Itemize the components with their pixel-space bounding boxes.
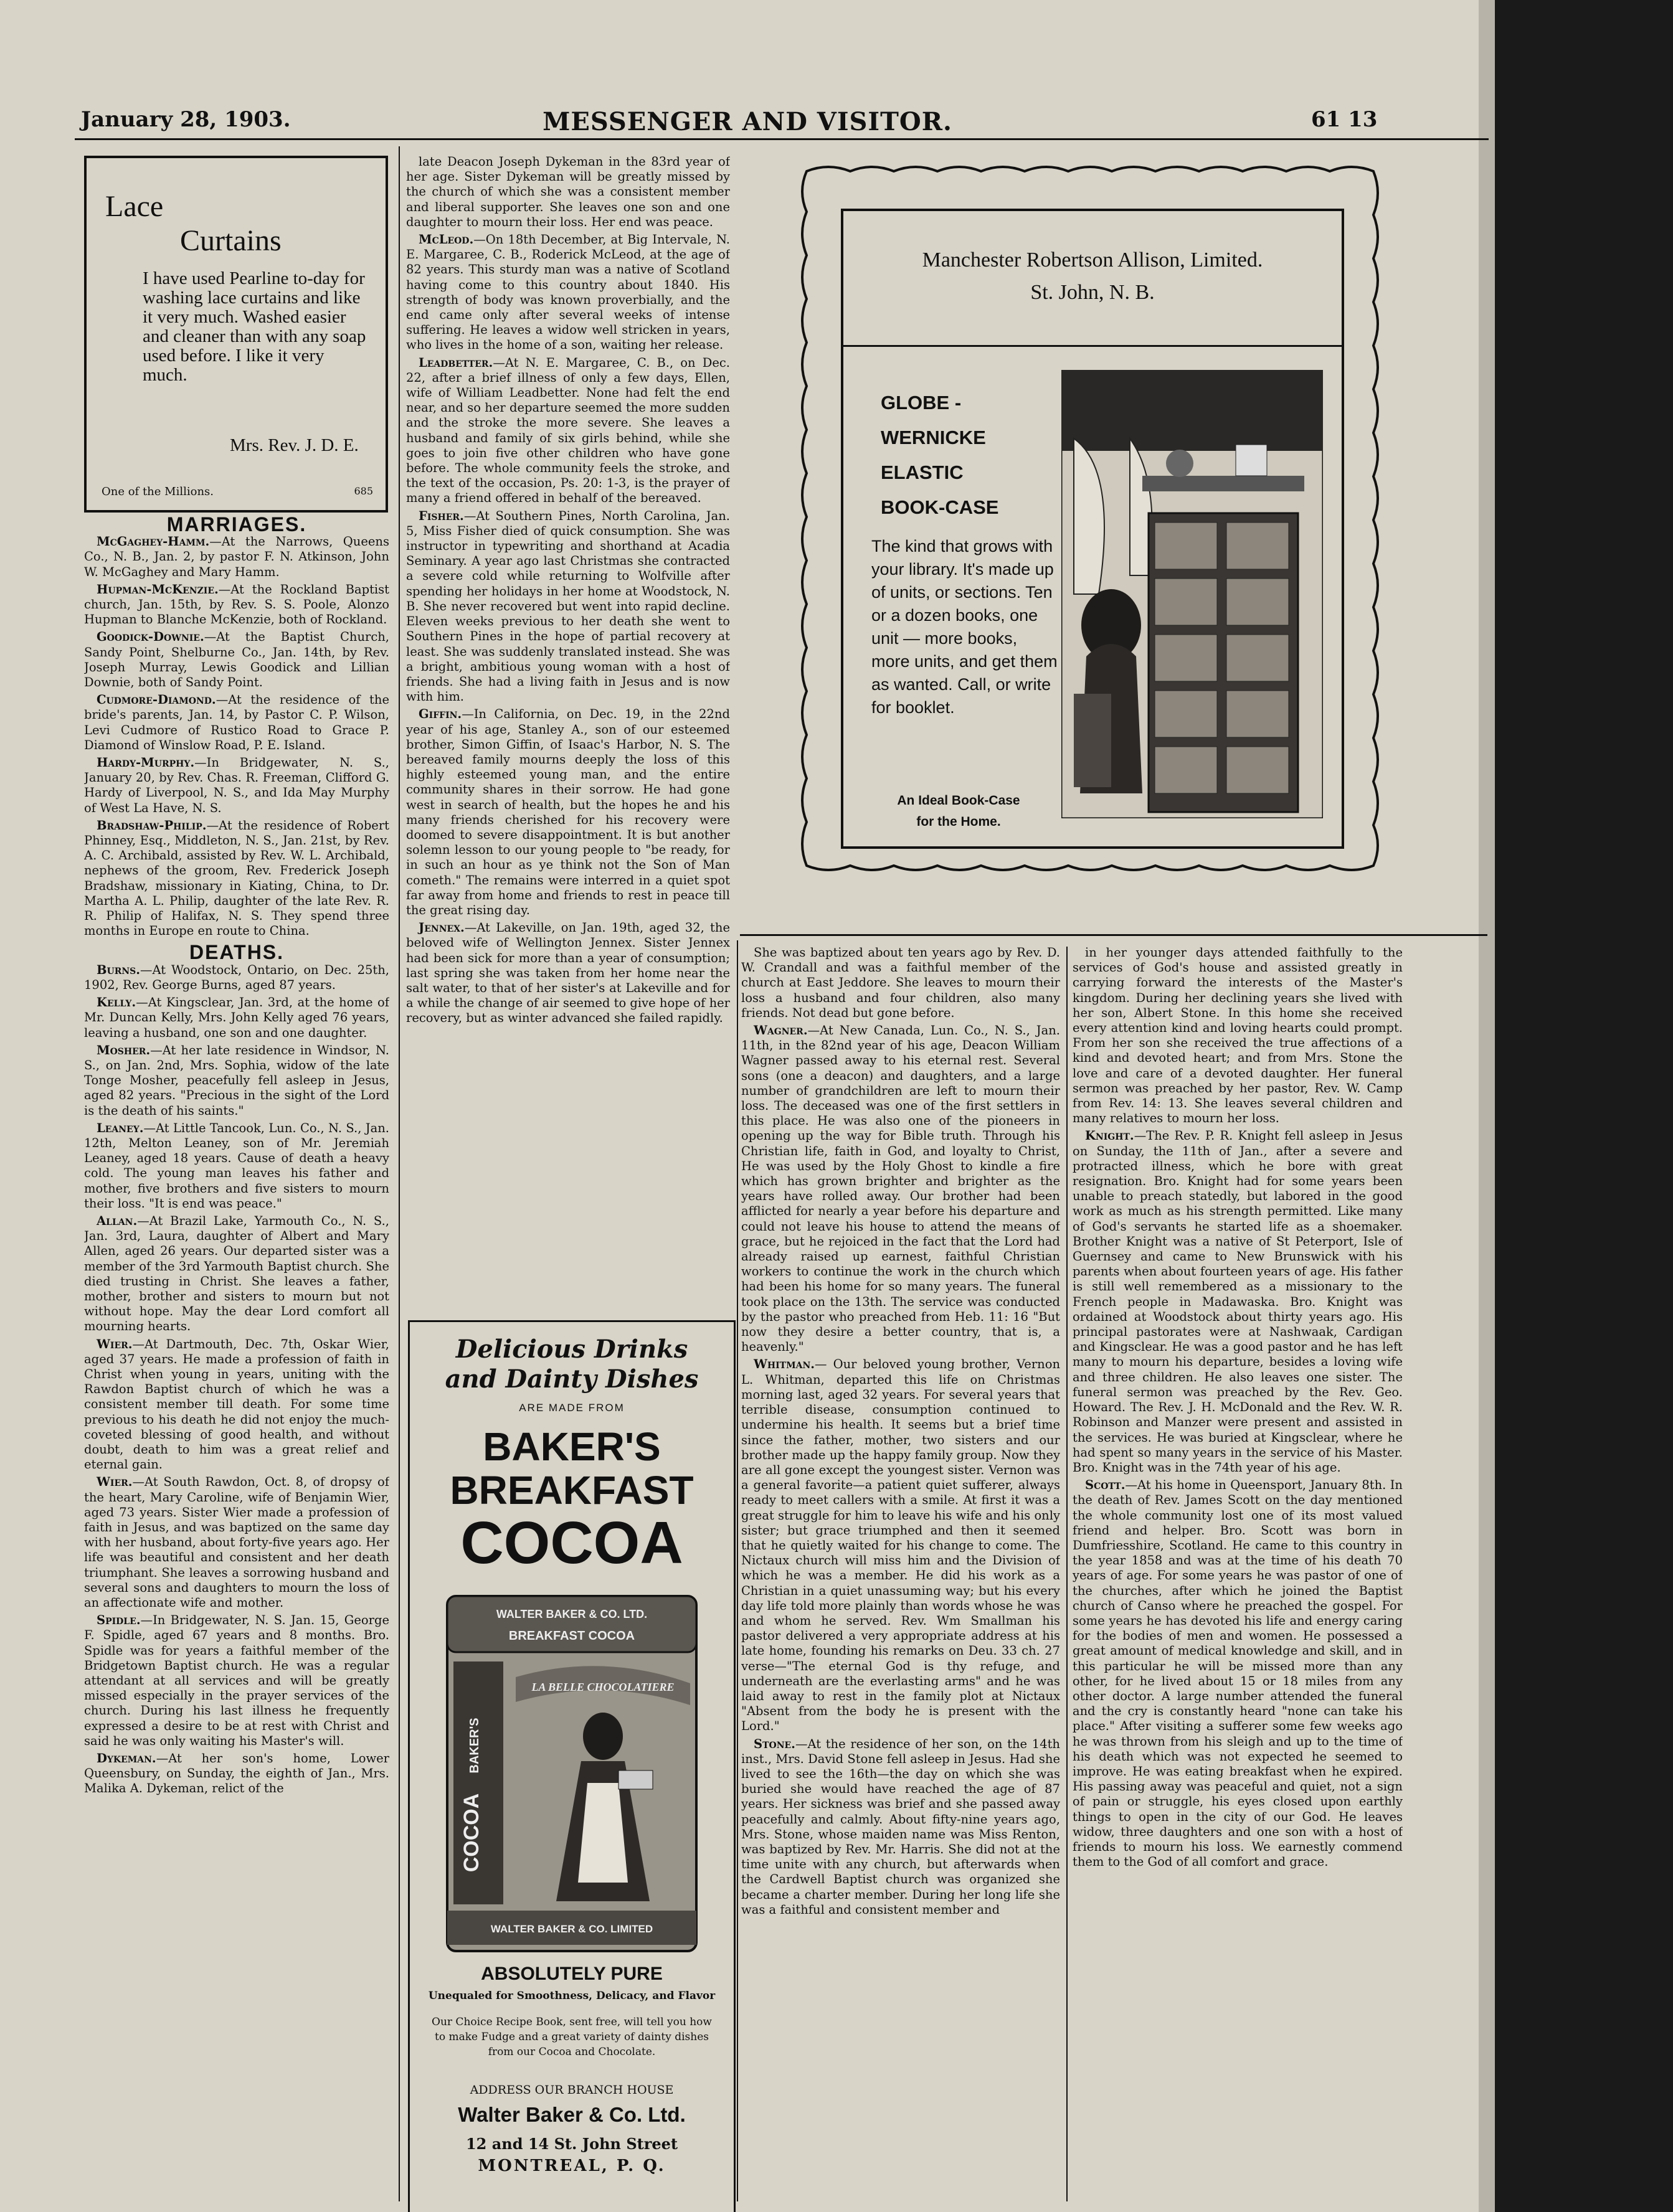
notice-name: Wagner. (754, 1023, 808, 1038)
notice-name: Mosher. (97, 1042, 151, 1057)
notice-text: —In Bridgewater, N. S., January 20, by Rev. Chas. R. Freeman, Clifford G. Hardy of Liverpool, N. S., and Ida May Murphy of West La Have, N. S. (84, 755, 389, 815)
notice-name: Allan. (97, 1213, 138, 1228)
notice-text: —At Kingsclear, Jan. 3rd, at the home of Mr. Duncan Kelly, Mrs. John Kelly aged 76 years, leaving a husband, one son and one daughter. (84, 995, 389, 1040)
tin-banner: LA BELLE CHOCOLATIERE (531, 1681, 675, 1693)
notice-entry (1073, 945, 1403, 1126)
notice-name: Leaney. (97, 1120, 144, 1135)
notice-name: Stone. (754, 1736, 795, 1751)
ad-testimonial: I have used Pearline to-day for washing lace curtains and like it very much. Washed easier and cleaner than with any soap used before. I like it very much. (143, 268, 366, 385)
notice-text: —At the Narrows, Queens Co., N. B., Jan. 2, by pastor F. N. Atkinson, John W. McGaghey and Mary Hamm. (84, 534, 389, 579)
brand-line: BAKER'S (483, 1424, 661, 1469)
notice-entry (84, 630, 389, 690)
notice-name: Scott. (1085, 1478, 1126, 1493)
marriages-heading: MARRIAGES. (166, 517, 307, 536)
notice-text: in her younger days attended faithfully to the services of God's house and assisted greatly in carrying forward the interests of the Master's kingdom. During her declining years she lived with her son, Albert Stone. In this home she received every attention kind and loving hearts could prompt. From her son she received the true affections of a kind and devoted heart; and from Mrs. Stone the love and care of a devoted daughter. Her funeral sermon was preached by her pastor, Rev. W. Camp from Rev. 14: 13. She leaves several children and many relatives to mourn her loss. (1073, 945, 1403, 1126)
notice-entry (406, 509, 730, 705)
deaths-list (741, 945, 1060, 1917)
notice-text: —At his home in Queensport, January 8th. In the death of Rev. James Scott on the day mentioned the whole community lost one of its most valued friend and helper. Bro. Scott was born in Dumfriesshire, Scotland. He came to this country in the year 1858 and was at the time of his death 70 years of age. For some years he was pastor of one of the churches, after which he joined the Baptist church of Canso where he preached the gospel. For some years he has devoted his life and energy caring for the bodies of men and women. He possessed a great amount of medical knowledge and skill, and in this particular he will be missed more than any other, for he lived about 15 or 18 miles from any other doctor. A large number attended the funeral and the cry is constantly heard "none can take his place." After visiting a sufferer some few weeks ago he was thrown from his sleigh and up to the time of his death which was not expected he seemed to improve. He was eating breakfast when he expired. His passing away was peaceful and quiet, not a sign of pain or struggle, his eyes closed upon earthly things to open in the city of our God. He leaves widow, three daughters and one son with a host of friends to mourn his loss. We earnestly commend them to the God of all comfort and grace. (1073, 1478, 1403, 1869)
notice-entry (406, 232, 730, 353)
notice-text: —At her son's home, Lower Queensbury, on Sunday, the eighth of Jan., Mrs. Malika A. Dykeman, relict of the (84, 1751, 389, 1796)
notice-text: —At Dartmouth, Dec. 7th, Oskar Wier, aged 37 years. He made a profession of faith in Christ when young in years, uniting with the Rawdon Baptist church of which he was a consistent member till death. For some time previous to his death he did not enjoy the much-coveted blessing of good health, and without doubt, death to him was a great relief and eternal gain. (84, 1336, 389, 1472)
product-line: BOOK-CASE (881, 496, 999, 518)
header-rule (75, 138, 1489, 140)
notice-name: McLeod. (419, 232, 474, 247)
notice-name: Kelly. (97, 995, 136, 1010)
deaths-heading: DEATHS. (189, 941, 285, 964)
notice-entry (84, 755, 389, 816)
address-label: ADDRESS OUR BRANCH HOUSE (470, 2083, 674, 2097)
notice-text: —At Woodstock, Ontario, on Dec. 25th, 1902, Rev. George Burns, aged 87 years. (84, 962, 389, 992)
tagline-line: and Dainty Dishes (445, 1364, 699, 1394)
notice-entry (84, 1613, 389, 1749)
notice-text: —At N. E. Margaree, C. B., on Dec. 22, after a brief illness of only a few days, Ellen, wife of William Leadbetter. None had felt the end near, and so her departure seemed the more sudden and the stroke the more severe. She leaves a husband and family of six girls behind, while she goes to join five other children who have gone before. The whole community feels the stroke, and the text of the occasion, Ps. 20: 1-3, is the prayer of many a friend offered in behalf of the bereaved. (406, 355, 730, 506)
ad-description: The kind that grows with your library. It's made up of units, or sections. Ten or a dozen books, one unit — more books, more units, and get them as wanted. Call, or write for booklet. (871, 537, 1058, 717)
ad-number: 685 (354, 485, 373, 497)
notice-text: — Our beloved young brother, Vernon L. Whitman, departed this life on Christmas morning last, aged 32 years. For several years that terrible disease, consumption continued to undermine his health. It seems but a brief time since the father, mother, two sisters and our brother made up the happy family group. Now they are all gone except the youngest sister. Vernon was a general favorite—a patient quiet sufferer, always ready to meet callers with a smile. At first it was a great struggle for him to leave his wife and his only sister; but grace triumphed and then it seemed that he quietly waited for his change to come. The Nictaux church will miss him and the Division of which he was a member. He did his work as a Christian in a quiet unassuming way; but his every day life told more plainly than words whose he was and whom he served. Rev. Wm Smallman his pastor delivered a very appropriate address at his late home, founding his remarks on Deu. 33 ch. 27 verse—"The eternal God is thy refuge, and underneath are the everlasting arms" and he was laid away to rest in the family plot at Nictaux "Absent from the body he is present with the Lord." (741, 1357, 1060, 1734)
notice-name: Wier. (97, 1475, 133, 1490)
notice-text: late Deacon Joseph Dykeman in the 83rd year of her age. Sister Dykeman will be greatly missed by the church of which she was a consistent member and liberal supporter. She leaves one son and one daughter to mourn their loss. Her end was peace. (406, 154, 730, 229)
notice-name: Hupman-McKenzie. (97, 582, 219, 597)
notice-text: —At the Baptist Church, Sandy Point, Shelburne Co., Jan. 14th, by Rev. Joseph Murray, Lewis Goodick and Lillian Downie, both of Sandy Point. (84, 630, 389, 690)
bookcase-illustration (1061, 370, 1323, 818)
notice-entry (406, 154, 730, 230)
caption-line: An Ideal Book-Case (897, 793, 1020, 808)
notice-entry (406, 707, 730, 918)
tin-label: BREAKFAST COCOA (508, 1629, 635, 1643)
caption-line: for the Home. (916, 815, 1001, 829)
notice-entry (1073, 1128, 1403, 1475)
notice-name: Spidle. (97, 1613, 141, 1628)
notice-entry (741, 1737, 1060, 1917)
unequaled-tagline: Unequaled for Smoothness, Delicacy, and Flavor (428, 1990, 716, 2002)
notice-entry (1073, 1478, 1403, 1869)
masthead-title: MESSENGER AND VISITOR. (543, 107, 952, 136)
ad-company: Manchester Robertson Allison, Limited. (922, 248, 1263, 272)
notice-text: —At South Rawdon, Oct. 8, of dropsy of the heart, Mary Caroline, wife of Benjamin Wier, aged 73 years. Sister Wier made a profession of faith in Jesus, and was baptized on the same day with her husband, about forty-five years ago. Her life was beautiful and consistent and her death triumphant. She leaves a sorrowing husband and several sons and daughters to mourn the loss of an affectionate wife and mother. (84, 1475, 389, 1610)
page-number: 61 13 (1311, 107, 1378, 132)
marriages-list (84, 534, 389, 938)
page-edge (1479, 0, 1495, 2212)
notice-name: Knight. (1085, 1128, 1134, 1143)
city-address: MONTREAL, P. Q. (478, 2157, 666, 2175)
section-rule (740, 934, 1487, 936)
notice-entry (84, 1214, 389, 1335)
made-from-label: ARE MADE FROM (519, 1402, 625, 1414)
column-3 (741, 945, 1060, 2203)
notice-text: —At the Rockland Baptist church, Jan. 15th, by Rev. S. S. Poole, Alonzo Hupman to Blanche McKenzie, both of Rockland. (84, 582, 389, 627)
company-name: Walter Baker & Co. Ltd. (458, 2103, 686, 2126)
notice-entry (84, 1337, 389, 1473)
issue-date: January 28, 1903. (81, 107, 291, 132)
notice-name: McGaghey-Hamm. (97, 534, 210, 549)
ad-inner-frame (841, 209, 1344, 849)
tagline-line: Delicious Drinks (455, 1335, 688, 1364)
ad-city: St. John, N. B. (1030, 281, 1155, 304)
notice-name: Goodick-Downie. (97, 630, 204, 645)
notice-text: —At Southern Pines, North Carolina, Jan. 5, Miss Fisher died of quick consumption. She was instructor in typewriting and shorthand at Acadia Seminary. A year ago last Christmas she contracted a severe cold while returning to Wolfville after spending her holidays in her home at Woodstock, N. B. She never recovered but went into rapid decline. Eleven weeks previous to her death she went to Southern Pines in the hope of partial recovery at least. She was suddenly translated instead. She was a bright, ambitious young woman with a host of friends. She had a living faith in Jesus and is now with him. (406, 508, 730, 704)
pearline-advertisement (84, 156, 388, 513)
notice-entry (84, 995, 389, 1041)
notice-name: Bradshaw-Philip. (97, 818, 207, 833)
product-name: COCOA (460, 1510, 683, 1576)
notice-name: Leadbetter. (419, 355, 493, 370)
notice-name: Cudmore-Diamond. (97, 692, 216, 707)
notice-name: Whitman. (754, 1357, 815, 1372)
notice-entry (84, 818, 389, 939)
absolutely-pure: ABSOLUTELY PURE (481, 1964, 663, 1984)
notice-entry (84, 1121, 389, 1211)
tin-side-brand: BAKER'S (468, 1718, 481, 1774)
notice-entry (84, 1475, 389, 1610)
ad-title-curtains: Curtains (180, 224, 282, 257)
notice-name: Fisher. (419, 508, 464, 523)
notice-entry (741, 1023, 1060, 1354)
brand-name (410, 1425, 734, 1512)
notice-text: —At Brazil Lake, Yarmouth Co., N. S., Jan. 3rd, Laura, daughter of Albert and Mary Allen, aged 26 years. Our departed sister was a member of the 3rd Yarmouth Baptist church. She died trusting in Christ. She leaves a father, mother, brother and sisters to mourn but not without hope. May the dear Lord comfort all mourning hearts. (84, 1213, 389, 1334)
deaths-list (84, 963, 389, 1797)
notice-text: —At Little Tancook, Lun. Co., N. S., Jan. 12th, Melton Leaney, son of Mr. Jeremiah Leaney, aged 18 years. Cause of death a heavy cold. The young man leaves his father and mother, five brothers and five sisters to mourn their loss. "It is end was peace." (84, 1120, 389, 1211)
notice-name: Burns. (97, 962, 141, 977)
notice-entry (84, 692, 389, 753)
brand-line: BREAKFAST (450, 1468, 694, 1513)
notice-text: —The Rev. P. R. Knight fell asleep in Jesus on Sunday, the 11th of Jan., after a severe and protracted illness, which he bore with great resignation. Bro. Knight had for some years been unable to preach statedly, but labored in the good work as much as his strength permitted. Like many of God's servants he started life as a shoemaker. Brother Knight was a native of St Peterport, Isle of Guernsey and came to New Brunswick with his parents when about fourteen years of age. His father is still well remembered as a missionary to the French people in Madawaska. Bro. Knight was ordained at Woodstock about thirty years ago. His principal pastorates were at Nashwaak, Cardigan and Kingsclear. He was a good pastor and he has left many to mourn his departure, besides a loving wife and three children. He also leaves one sister. The funeral sermon was preached by the Rev. Geo. Howard. The Rev. J. H. McDonald and the Rev. W. R. Robinson and Manzer were present and assisted in the services. He was buried at Kingsclear, where he had spent so many years in the service of his Master. Bro. Knight was in the 74th year of his age. (1073, 1128, 1403, 1475)
notice-entry (84, 1043, 389, 1118)
cocoa-tin-illustration (441, 1584, 703, 1957)
ad-caption (871, 790, 1046, 833)
notice-text: —In Bridgewater, N. S. Jan. 15, George F. Spidle, aged 67 years and 8 months. Bro. Spidle was for years a faithful member of the Bridgetown Baptist church. He was a regular attendant at all services and will be greatly missed especially in the prayer services of the church. During his last illness he frequently expressed a desire to be at rest with Christ and said he was only waiting his Master's will. (84, 1613, 389, 1748)
product-line: WERNICKE (881, 427, 986, 448)
notice-entry (84, 534, 389, 580)
tin-maker: WALTER BAKER & CO. LTD. (496, 1608, 648, 1620)
recipe-offer: Our Choice Recipe Book, sent free, will tell you how to make Fudge and a great variety of dainty dishes from our Cocoa and Chocolate. (432, 2016, 712, 2058)
notice-text: —At her late residence in Windsor, N. S., on Jan. 2nd, Mrs. Sophia, widow of the late Tonge Mosher, peacefully fell asleep in Jesus, aged 82 years. "Precious in the sight of the Lord is the death of his saints." (84, 1042, 389, 1118)
deaths-list (1073, 945, 1403, 1869)
notice-entry (741, 945, 1060, 1021)
ad-signature: Mrs. Rev. J. D. E. (230, 435, 359, 455)
column-divider (737, 940, 738, 2201)
tin-side-product: COCOA (460, 1793, 483, 1873)
column-1 (84, 517, 389, 2201)
notice-text: —On 18th December, at Big Intervale, N. E. Margaree, C. B., Roderick McLeod, at the age of 82 years. This sturdy man was a native of Scotland having come to this country about 1840. His strength of body was known proverbially, and the end came only after several weeks of intense suffering. He leaves a widow well stricken in years, who lives in the home of a son, waiting her release. (406, 232, 730, 352)
tin-maker-bottom: WALTER BAKER & CO. LIMITED (490, 1923, 653, 1935)
notice-text: She was baptized about ten years ago by Rev. D. W. Crandall and was a faithful member of the church at East Jeddore. She leaves to mourn their loss a husband and four children, also many friends. Not dead but gone before. (741, 945, 1060, 1020)
notice-name: Wier. (97, 1336, 133, 1351)
deaths-list (406, 154, 730, 1026)
notice-text: —In California, on Dec. 19, in the 22nd year of his age, Stanley A., son of our esteemed brother, Simon Giffin, of Isaac's Harbor, N. S. The bereaved family mourns deeply the loss of this highly esteemed young man, and the entire community shares in their sorrow. He had gone west in search of health, but the hopes he and his many friends cherished for his recovery were doomed to severe disappointment. It is but another solemn lesson to our young people to "be ready, for in such an hour as ye think not the Son of Man cometh." The remains were interred in a quiet spot far away from home and friends to rest in peace till the great rising day. (406, 707, 730, 917)
notice-text: —At the residence of Robert Phinney, Esq., Middleton, N. S., Jan. 21st, by Rev. A. C. Archibald, assisted by Rev. W. L. Archibald, nephews of the groom, Rev. Frederick Joseph Bradshaw, missionary in Kiating, China, to Dr. Martha A. L. Philip, daughter of the late Rev. R. R. Philip of Halifax, N. S. They spend three months in Europe en route to China. (84, 818, 389, 938)
product-line: GLOBE - (881, 392, 962, 414)
column-2 (406, 154, 730, 1307)
ad-title-lace: Lace (105, 190, 164, 223)
notice-name: Giffin. (419, 707, 462, 722)
notice-text: —At the residence of her son, on the 14th inst., Mrs. David Stone fell asleep in Jesus. Had she lived to see the 16th—the day on which she was buried she would have reached the age of 87 years. Her sickness was brief and she passed away peacefully and calmly. About fifty-nine years ago, Mrs. Stone, whose maiden name was Miss Renton, was baptized by Rev. Mr. Harris. She did not at the time unite with any church, but afterwards when the Cardwell Baptist church was organized she became a charter member. During her long life she was a faithful and consistent member and (741, 1736, 1060, 1917)
notice-text: —At the residence of the bride's parents, Jan. 14, by Pastor C. P. Wilson, Levi Cudmore of Rustico Road to Grace P. Diamond of Winslow Road, P. E. Island. (84, 692, 389, 752)
street-address: 12 and 14 St. John Street (465, 2135, 678, 2153)
notice-entry (84, 582, 389, 628)
notice-entry (84, 963, 389, 993)
column-4 (1073, 945, 1403, 2203)
ad-divider (843, 345, 1342, 347)
column-divider (1066, 947, 1068, 2201)
bakers-cocoa-advertisement (408, 1320, 736, 2212)
notice-entry (406, 920, 730, 1026)
notice-text: —At New Canada, Lun. Co., N. S., Jan. 11th, in the 82nd year of his age, Deacon William Wagner passed away to his eternal rest. Several sons (one a deacon) and daughters, and a large number of grandchildren are left to mourn their loss. The deceased was one of the first settlers in this place. He was also one of the pioneers in opening up the way for Bible truth. Through his Christian life, faith in God, and loyalty to Christ, He was used by the Holy Ghost to kindle a fire which has grown brighter and brighter as the years have rolled away. Our brother had been afflicted for nearly a year before his departure and could not leave his house to attend the means of grace, but he rejoiced in the fact that the Lord had already raised up earnest, faithful Christian workers to continue the work in the church which had been his home for so many years. The funeral took place on the 13th. The service was conducted by the pastor who preached from Heb. 11: 16 "But now they desire a better country, that is, a heavenly." (741, 1023, 1060, 1354)
notice-entry (406, 356, 730, 506)
ad-tagline: One of the Millions. (102, 485, 214, 498)
column-divider (399, 146, 400, 2201)
product-line: ELASTIC (881, 461, 964, 483)
notice-entry (741, 1357, 1060, 1734)
bookcase-advertisement (788, 153, 1392, 884)
notice-entry (84, 1751, 389, 1797)
notice-name: Dykeman. (97, 1751, 156, 1766)
ad-tagline (410, 1335, 734, 1394)
notice-text: —At Lakeville, on Jan. 19th, aged 32, the beloved wife of Wellington Jennex. Sister Jennex had been sick for more than a year of consumption; last spring she was taken from her home near the salt water, to that of her sister's at Lakeville and for a while the change of air seemed to give hope of her recovery, but as winter advanced she failed rapidly. (406, 920, 730, 1026)
notice-name: Hardy-Murphy. (97, 755, 195, 770)
product-name (881, 385, 998, 525)
notice-name: Jennex. (419, 920, 465, 935)
